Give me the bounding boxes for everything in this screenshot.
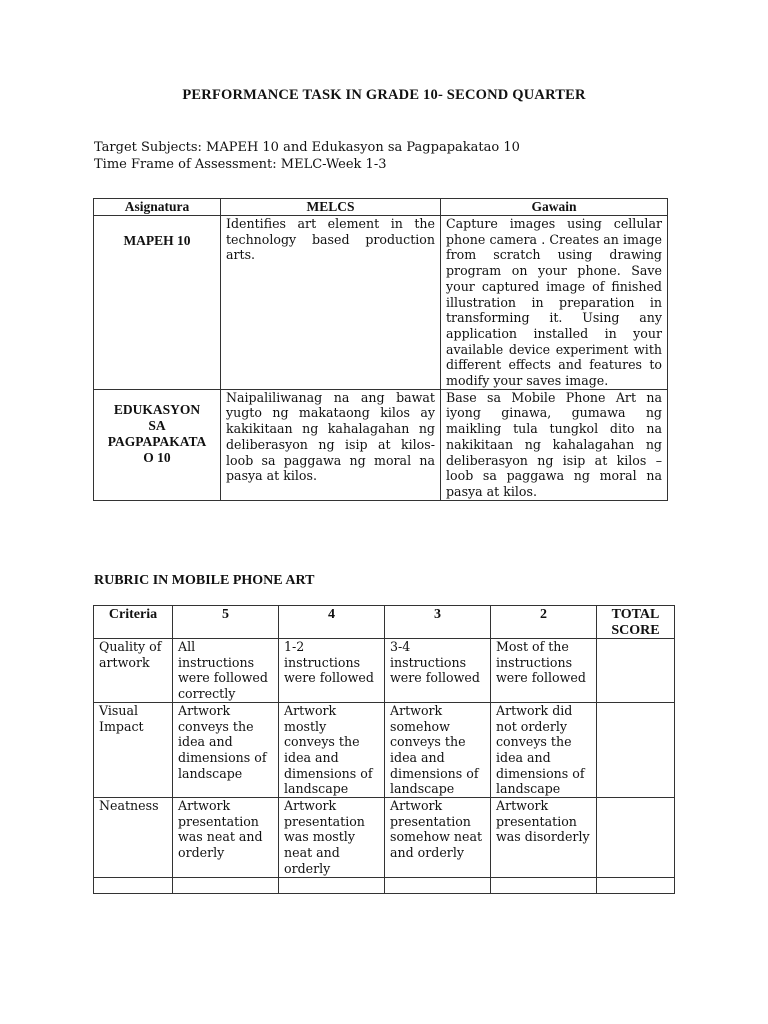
header-total-score: TOTAL SCORE <box>597 606 675 639</box>
blank-cell <box>279 877 385 893</box>
rubric-table <box>93 605 675 894</box>
header-criteria: Criteria <box>94 606 173 639</box>
score-2-cell: Artwork presentation was disorderly <box>491 798 597 878</box>
table-row <box>94 389 668 500</box>
time-frame: Time Frame of Assessment: MELC-Week 1-3 <box>94 157 387 172</box>
total-score-cell <box>597 702 675 797</box>
header-subject: Asignatura <box>94 199 221 216</box>
tasks-header-row <box>94 199 668 216</box>
subject-cell <box>94 216 221 390</box>
criteria-cell: Quality of artwork <box>94 639 173 703</box>
header-score-4: 4 <box>279 606 385 639</box>
task-cell: Capture images using cellular phone camera . Creates an image from scratch using drawing program on your phone. Save your captured image of finished illustration in preparation in transforming it. Using any application installed in your available device experiment with different effects and features to modify your saves image. <box>441 216 668 390</box>
table-row <box>94 216 668 390</box>
subject-name-line: EDUKASYON <box>113 401 201 417</box>
task-cell: Base sa Mobile Phone Art na iyong ginawa, gumawa ng maikling tula tungkol dito na nakikitaan ng kahalagahan ng deliberasyon ng isip at kilos –loob sa paggawa ng moral na pasya at kilos. <box>441 389 668 500</box>
subject-name-line: PAGPAPAKATA <box>107 433 207 449</box>
score-3-cell: Artwork presentation somehow neat and orderly <box>385 798 491 878</box>
score-4-cell: 1-2 instructions were followed <box>279 639 385 703</box>
score-2-cell: Most of the instructions were followed <box>491 639 597 703</box>
header-score-5: 5 <box>173 606 279 639</box>
blank-cell <box>94 877 173 893</box>
total-score-cell <box>597 639 675 703</box>
target-subjects: Target Subjects: MAPEH 10 and Edukasyon sa Pagpapakatao 10 <box>94 140 520 155</box>
score-3-cell: 3-4 instructions were followed <box>385 639 491 703</box>
melcs-cell: Naipaliliwanag na ang bawat yugto ng makataong kilos ay kakikitaan ng kahalagahan ng deliberasyon ng isip at kilos-loob sa paggawa ng moral na pasya at kilos. <box>221 389 441 500</box>
subject-name-line: O 10 <box>143 449 171 465</box>
blank-row <box>94 877 675 893</box>
blank-cell <box>491 877 597 893</box>
score-3-cell: Artwork somehow conveys the idea and dimensions of landscape <box>385 702 491 797</box>
header-score-2: 2 <box>491 606 597 639</box>
header-task: Gawain <box>441 199 668 216</box>
page-title: PERFORMANCE TASK IN GRADE 10- SECOND QUARTER <box>182 87 586 103</box>
subject-name-line: SA <box>148 417 166 433</box>
subject-cell <box>94 389 221 500</box>
score-2-cell: Artwork did not orderly conveys the idea and dimensions of landscape <box>491 702 597 797</box>
table-row <box>94 702 675 797</box>
table-row <box>94 639 675 703</box>
score-5-cell: Artwork presentation was neat and orderly <box>173 798 279 878</box>
tasks-table <box>93 198 668 501</box>
score-5-cell: Artwork conveys the idea and dimensions of landscape <box>173 702 279 797</box>
subject-name: MAPEH 10 <box>123 233 191 248</box>
score-5-cell: All instructions were followed correctly <box>173 639 279 703</box>
header-melcs: MELCS <box>221 199 441 216</box>
table-row <box>94 798 675 878</box>
melcs-cell: Identifies art element in the technology based production arts. <box>221 216 441 390</box>
criteria-cell: Visual Impact <box>94 702 173 797</box>
score-4-cell: Artwork presentation was mostly neat and orderly <box>279 798 385 878</box>
score-4-cell: Artwork mostly conveys the idea and dimensions of landscape <box>279 702 385 797</box>
assessment-meta <box>94 139 520 173</box>
total-score-cell <box>597 798 675 878</box>
rubric-header-row <box>94 606 675 639</box>
blank-cell <box>173 877 279 893</box>
rubric-title: RUBRIC IN MOBILE PHONE ART <box>94 573 315 588</box>
blank-cell <box>385 877 491 893</box>
criteria-cell: Neatness <box>94 798 173 878</box>
header-score-3: 3 <box>385 606 491 639</box>
blank-cell <box>597 877 675 893</box>
